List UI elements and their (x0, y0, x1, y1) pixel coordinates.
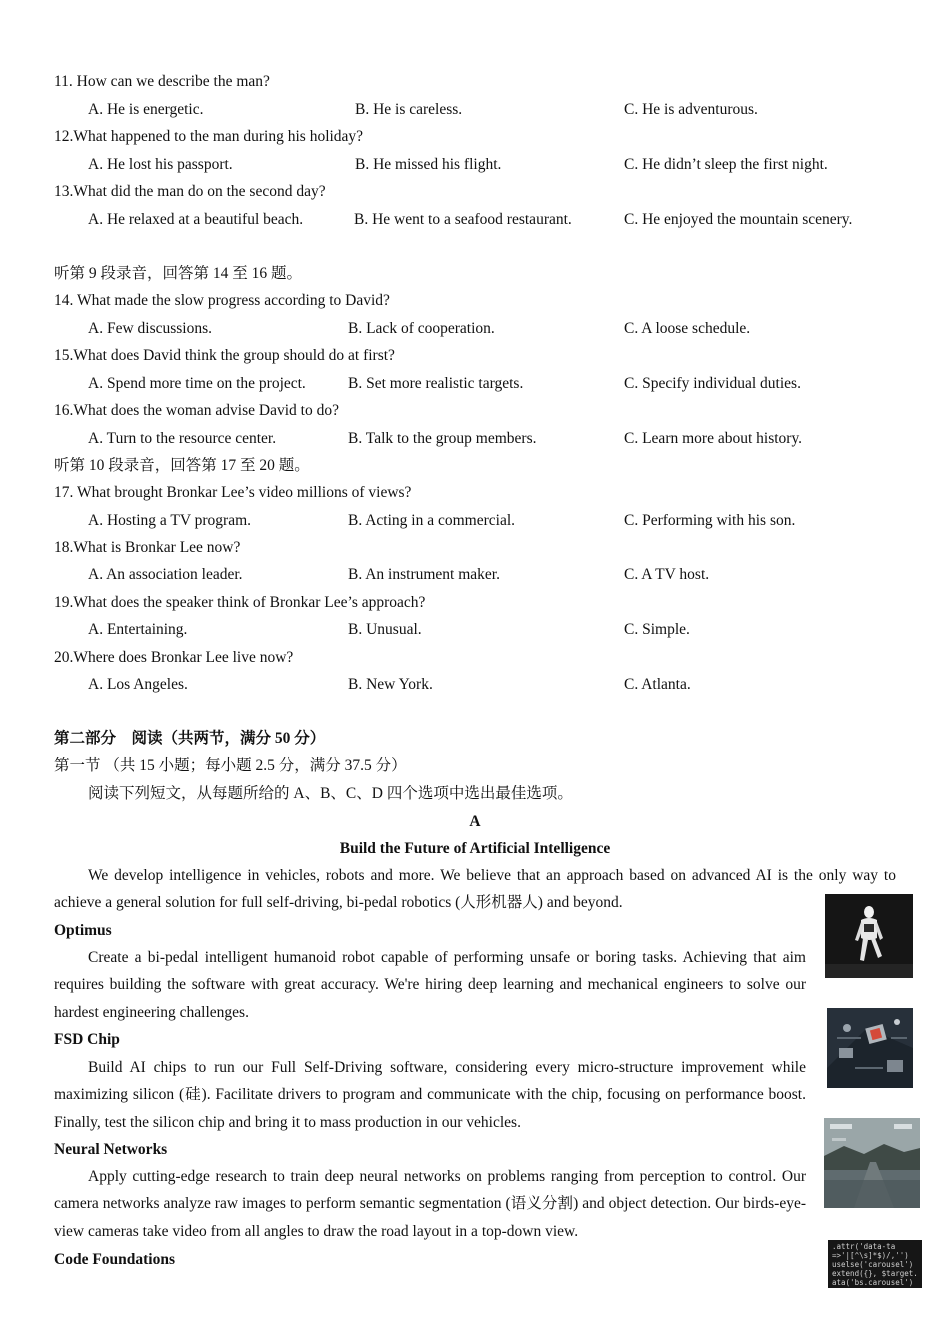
section-title-fsd-chip: FSD Chip (54, 1031, 120, 1048)
humanoid-robot-icon (825, 894, 913, 978)
question-20-option-c: C. Atlanta. (624, 676, 691, 693)
question-14-option-a: A. Few discussions. (88, 320, 213, 337)
intro-text: We develop intelligence in vehicles, robots and more. We believe that an approach based on advanced AI is the only way to achieve a general solution for full self-driving, bi-pedal robotics (人形机器人) and beyond. (54, 867, 896, 912)
neural-networks-text: Apply cutting-edge research to train deep neural networks on problems ranging from perception to control. Our camera networks analyze raw images to perform semantic segmentation (语义分割) and object detection. Our birds-eye-view cameras take video from all angles to draw the road layout in a top-down view. (54, 1168, 806, 1240)
question-20-option-a: A. Los Angeles. (88, 676, 188, 693)
code-line: =>'|[^\s]*$)/,'') (832, 1251, 909, 1260)
question-20-stem: 20.Where does Bronkar Lee live now? (54, 649, 294, 666)
question-15-option-b: B. Set more realistic targets. (348, 375, 524, 392)
code-foundations-photo (828, 1240, 922, 1288)
question-19-stem: 19.What does the speaker think of Bronkar Lee’s approach? (54, 594, 426, 611)
road-camera-view-icon (824, 1118, 920, 1208)
circuit-board-icon (827, 1008, 913, 1088)
intro-paragraph (54, 862, 896, 917)
question-11-option-c: C. He is adventurous. (624, 101, 758, 118)
fsd-chip-paragraph (54, 1054, 806, 1136)
question-16-option-c: C. Learn more about history. (624, 430, 803, 447)
optimus-text: Create a bi-pedal intelligent humanoid robot capable of performing unsafe or boring tasks. Achieving that aim requires building the software with great accuracy. We're hiring deep learning and mechanical engineers to solve our hardest engineering challenges. (54, 949, 806, 1021)
optimus-paragraph (54, 944, 806, 1026)
fsd-chip-text: Build AI chips to run our Full Self-Driving software, considering every micro-structure improvement while maximizing silicon (硅). Facilitate drivers to program and communicate with the chip, focusing on performance boost. Finally, test the silicon chip and bring it to mass production in our vehicles. (54, 1059, 806, 1131)
neural-networks-paragraph (54, 1163, 806, 1245)
question-13-option-b: B. He went to a seafood restaurant. (354, 211, 572, 228)
passage-title: Build the Future of Artificial Intelligence (339, 840, 611, 857)
fsd-chip-photo (827, 1008, 913, 1088)
question-15-option-c: C. Specify individual duties. (624, 375, 801, 392)
reading-instruction: 阅读下列短文，从每题所给的 A、B、C、D 四个选项中选出最佳选项。 (88, 785, 573, 802)
section-title-optimus: Optimus (54, 922, 112, 939)
question-13-option-a: A. He relaxed at a beautiful beach. (88, 211, 304, 228)
code-line: .attr('data-ta (832, 1242, 896, 1251)
section-10-heading: 听第 10 段录音，回答第 17 至 20 题。 (54, 457, 310, 474)
code-snippet (832, 1242, 918, 1287)
question-15-option-a: A. Spend more time on the project. (88, 375, 306, 392)
section1-heading: 第一节 （共 15 小题；每小题 2.5 分，满分 37.5 分） (54, 757, 407, 774)
question-19-option-c: C. Simple. (624, 621, 690, 638)
code-line: uselse('carousel') (832, 1260, 914, 1269)
question-15-stem: 15.What does David think the group should do at first? (54, 347, 395, 364)
question-12-stem: 12.What happened to the man during his holiday? (54, 128, 364, 145)
question-18-option-b: B. An instrument maker. (348, 566, 500, 583)
question-19-option-b: B. Unusual. (348, 621, 422, 638)
question-17-stem: 17. What brought Bronkar Lee’s video millions of views? (54, 484, 412, 501)
question-16-option-a: A. Turn to the resource center. (88, 430, 277, 447)
question-12-option-b: B. He missed his flight. (355, 156, 502, 173)
question-11-option-b: B. He is careless. (355, 101, 463, 118)
question-14-option-c: C. A loose schedule. (624, 320, 751, 337)
question-18-stem: 18.What is Bronkar Lee now? (54, 539, 241, 556)
question-13-stem: 13.What did the man do on the second day? (54, 183, 326, 200)
optimus-robot-photo (825, 894, 913, 978)
question-20-option-b: B. New York. (348, 676, 433, 693)
question-17-option-b: B. Acting in a commercial. (348, 512, 516, 529)
question-17-option-c: C. Performing with his son. (624, 512, 796, 529)
section-title-code-foundations: Code Foundations (54, 1251, 176, 1268)
question-13-option-c: C. He enjoyed the mountain scenery. (624, 211, 853, 228)
question-18-option-c: C. A TV host. (624, 566, 710, 583)
question-11-stem: 11. How can we describe the man? (54, 73, 270, 90)
question-16-option-b: B. Talk to the group members. (348, 430, 537, 447)
question-16-stem: 16.What does the woman advise David to do? (54, 402, 339, 419)
section-title-neural-networks: Neural Networks (54, 1141, 168, 1158)
question-11-option-a: A. He is energetic. (88, 101, 204, 118)
code-line: ata('bs.carousel') (832, 1278, 914, 1287)
question-12-option-a: A. He lost his passport. (88, 156, 233, 173)
question-18-option-a: A. An association leader. (88, 566, 243, 583)
part2-heading: 第二部分 阅读（共两节，满分 50 分） (54, 730, 326, 747)
passage-letter: A (469, 813, 481, 830)
code-line: extend({}, $target. (832, 1269, 918, 1278)
question-14-option-b: B. Lack of cooperation. (348, 320, 495, 337)
question-19-option-a: A. Entertaining. (88, 621, 188, 638)
neural-networks-photo (824, 1118, 920, 1208)
question-14-stem: 14. What made the slow progress according to David? (54, 292, 390, 309)
section-9-heading: 听第 9 段录音，回答第 14 至 16 题。 (54, 265, 303, 282)
question-12-option-c: C. He didn’t sleep the first night. (624, 156, 828, 173)
question-17-option-a: A. Hosting a TV program. (88, 512, 252, 529)
